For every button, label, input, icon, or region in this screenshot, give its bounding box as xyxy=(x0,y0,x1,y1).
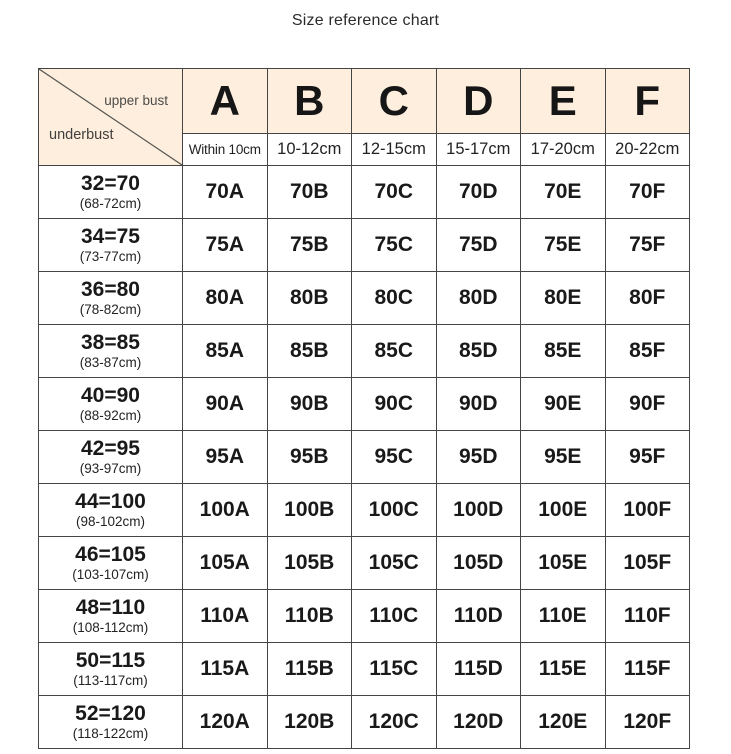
table-row xyxy=(39,696,690,749)
size-code: 48=110 xyxy=(75,595,146,619)
row-header xyxy=(39,378,183,431)
size-cell: 75E xyxy=(521,219,606,272)
underbust-range: (88-92cm) xyxy=(79,407,142,423)
size-code: 50=115 xyxy=(75,648,146,672)
size-cell: 115E xyxy=(521,643,606,696)
size-cell: 90B xyxy=(267,378,352,431)
size-cell: 115C xyxy=(352,643,437,696)
row-header xyxy=(39,272,183,325)
size-cell: 85D xyxy=(436,325,521,378)
underbust-range: (68-72cm) xyxy=(79,195,142,211)
size-cell: 85C xyxy=(352,325,437,378)
size-cell: 85F xyxy=(605,325,690,378)
size-code: 38=85 xyxy=(81,330,140,354)
table-row xyxy=(39,272,690,325)
size-cell: 70C xyxy=(352,166,437,219)
table-row xyxy=(39,484,690,537)
size-cell: 95D xyxy=(436,431,521,484)
size-cell: 120F xyxy=(605,696,690,749)
size-code: 40=90 xyxy=(81,383,140,407)
row-header xyxy=(39,643,183,696)
size-cell: 75C xyxy=(352,219,437,272)
underbust-range: (108-112cm) xyxy=(72,619,149,635)
diagonal-divider-line xyxy=(39,69,182,165)
row-header xyxy=(39,325,183,378)
size-cell: 70E xyxy=(521,166,606,219)
upper-bust-label: upper bust xyxy=(104,93,168,108)
table-row xyxy=(39,590,690,643)
size-cell: 105D xyxy=(436,537,521,590)
underbust-range: (83-87cm) xyxy=(79,354,142,370)
size-cell: 75D xyxy=(436,219,521,272)
size-cell: 120A xyxy=(183,696,268,749)
size-cell: 75A xyxy=(183,219,268,272)
size-cell: 95E xyxy=(521,431,606,484)
table-row xyxy=(39,219,690,272)
size-cell: 120D xyxy=(436,696,521,749)
bust-diff-range: 10-12cm xyxy=(267,134,352,166)
row-header xyxy=(39,537,183,590)
row-header xyxy=(39,219,183,272)
size-cell: 90D xyxy=(436,378,521,431)
underbust-range: (73-77cm) xyxy=(79,248,142,264)
table-row xyxy=(39,166,690,219)
cup-header-B: B xyxy=(267,69,352,134)
bust-diff-range: 17-20cm xyxy=(521,134,606,166)
size-cell: 80F xyxy=(605,272,690,325)
bust-diff-range: 12-15cm xyxy=(352,134,437,166)
cup-header-D: D xyxy=(436,69,521,134)
size-cell: 70F xyxy=(605,166,690,219)
size-code: 52=120 xyxy=(75,701,146,725)
size-cell: 95A xyxy=(183,431,268,484)
size-cell: 80A xyxy=(183,272,268,325)
size-cell: 75F xyxy=(605,219,690,272)
size-cell: 110C xyxy=(352,590,437,643)
size-cell: 105A xyxy=(183,537,268,590)
size-cell: 115D xyxy=(436,643,521,696)
size-table-body xyxy=(39,166,690,749)
size-code: 42=95 xyxy=(81,436,140,460)
size-cell: 115F xyxy=(605,643,690,696)
row-header xyxy=(39,696,183,749)
size-cell: 110E xyxy=(521,590,606,643)
size-cell: 100C xyxy=(352,484,437,537)
cup-header-E: E xyxy=(521,69,606,134)
size-cell: 105F xyxy=(605,537,690,590)
cup-header-F: F xyxy=(605,69,690,134)
underbust-range: (118-122cm) xyxy=(72,725,149,741)
size-cell: 100E xyxy=(521,484,606,537)
size-cell: 105B xyxy=(267,537,352,590)
size-code: 46=105 xyxy=(75,542,146,566)
underbust-range: (103-107cm) xyxy=(72,566,149,582)
bust-diff-range: 20-22cm xyxy=(605,134,690,166)
table-row xyxy=(39,431,690,484)
row-header xyxy=(39,590,183,643)
size-cell: 115B xyxy=(267,643,352,696)
table-row xyxy=(39,325,690,378)
size-cell: 80C xyxy=(352,272,437,325)
cup-header-A: A xyxy=(183,69,268,134)
size-cell: 85E xyxy=(521,325,606,378)
size-cell: 110A xyxy=(183,590,268,643)
size-cell: 70D xyxy=(436,166,521,219)
size-cell: 85A xyxy=(183,325,268,378)
row-header xyxy=(39,431,183,484)
underbust-range: (98-102cm) xyxy=(75,513,146,529)
size-code: 32=70 xyxy=(81,171,140,195)
size-cell: 90E xyxy=(521,378,606,431)
row-header xyxy=(39,484,183,537)
bust-diff-range: 15-17cm xyxy=(436,134,521,166)
size-cell: 100F xyxy=(605,484,690,537)
underbust-range: (93-97cm) xyxy=(79,460,142,476)
size-cell: 70B xyxy=(267,166,352,219)
size-cell: 85B xyxy=(267,325,352,378)
table-row xyxy=(39,378,690,431)
size-cell: 95F xyxy=(605,431,690,484)
size-cell: 80D xyxy=(436,272,521,325)
size-cell: 105C xyxy=(352,537,437,590)
size-code: 34=75 xyxy=(81,224,140,248)
size-cell: 90C xyxy=(352,378,437,431)
size-cell: 70A xyxy=(183,166,268,219)
size-cell: 95C xyxy=(352,431,437,484)
corner-header-cell xyxy=(39,69,183,166)
underbust-range: (113-117cm) xyxy=(73,672,148,688)
size-cell: 105E xyxy=(521,537,606,590)
table-row xyxy=(39,537,690,590)
table-row xyxy=(39,643,690,696)
size-cell: 90A xyxy=(183,378,268,431)
size-cell: 110B xyxy=(267,590,352,643)
size-cell: 120E xyxy=(521,696,606,749)
row-header xyxy=(39,166,183,219)
page-title: Size reference chart xyxy=(291,12,440,29)
size-reference-table xyxy=(38,68,690,749)
size-cell: 120B xyxy=(267,696,352,749)
size-cell: 75B xyxy=(267,219,352,272)
size-cell: 90F xyxy=(605,378,690,431)
size-cell: 95B xyxy=(267,431,352,484)
size-cell: 80B xyxy=(267,272,352,325)
size-cell: 115A xyxy=(183,643,268,696)
underbust-range: (78-82cm) xyxy=(79,301,142,317)
underbust-label: underbust xyxy=(49,127,114,143)
size-cell: 80E xyxy=(521,272,606,325)
size-cell: 100B xyxy=(267,484,352,537)
bust-diff-range: Within 10cm xyxy=(183,134,268,166)
cup-header-C: C xyxy=(352,69,437,134)
size-cell: 110D xyxy=(436,590,521,643)
size-cell: 100A xyxy=(183,484,268,537)
size-cell: 120C xyxy=(352,696,437,749)
size-code: 36=80 xyxy=(81,277,140,301)
size-cell: 100D xyxy=(436,484,521,537)
size-cell: 110F xyxy=(605,590,690,643)
size-code: 44=100 xyxy=(75,489,146,513)
cup-letter-row xyxy=(39,69,690,134)
